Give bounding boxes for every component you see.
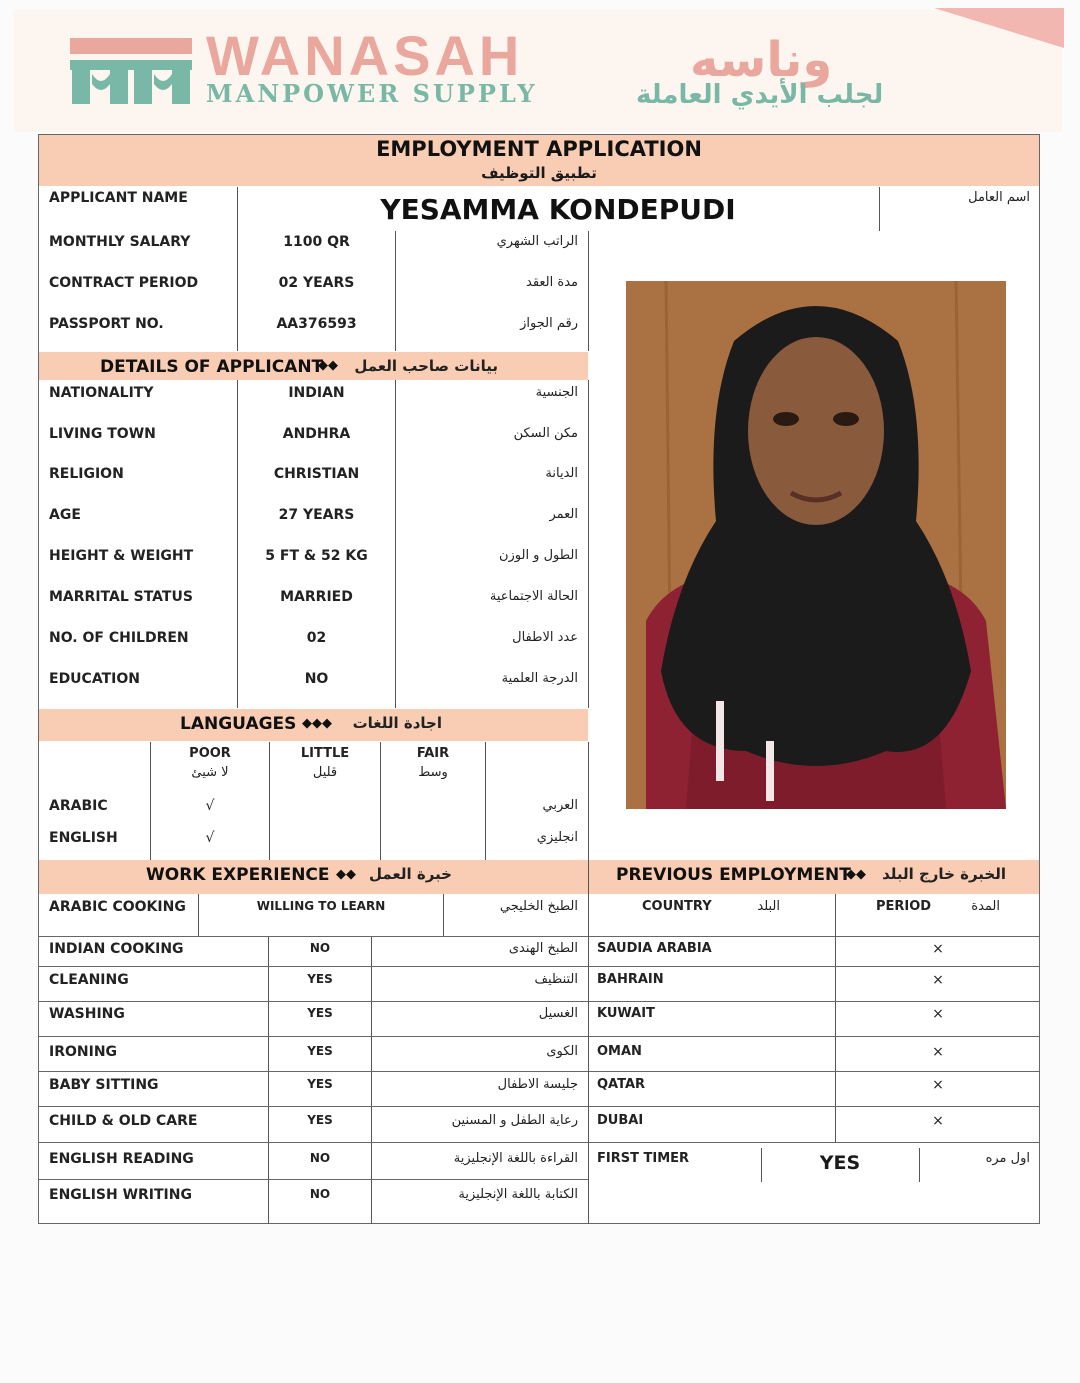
detail-label: LIVING TOWN <box>49 426 156 442</box>
detail-value: ANDHRA <box>282 426 351 442</box>
applicant-name-label-arabic: اسم العامل <box>968 190 1030 205</box>
divider <box>919 1148 920 1182</box>
detail-label: AGE <box>49 507 81 523</box>
detail-value: 5 FT & 52 KG <box>265 548 368 564</box>
language-level-label: FAIR <box>416 746 450 761</box>
divider <box>588 231 589 351</box>
row-label: MONTHLY SALARY <box>49 234 191 250</box>
row-divider <box>39 936 1039 937</box>
work-heading: WORK EXPERIENCE <box>146 865 330 885</box>
divider <box>198 894 199 936</box>
language-label-arabic: انجليزي <box>536 830 578 845</box>
work-label: ENGLISH WRITING <box>49 1187 192 1203</box>
detail-label: EDUCATION <box>49 671 140 687</box>
divider <box>588 742 589 860</box>
detail-value: 02 <box>306 630 327 646</box>
first-timer-label: FIRST TIMER <box>597 1151 690 1166</box>
cross-mark-icon: × <box>932 941 944 957</box>
divider <box>371 936 372 1224</box>
cross-mark-icon: × <box>932 1113 944 1129</box>
work-value: WILLING TO LEARN <box>256 899 386 913</box>
detail-label: RELIGION <box>49 466 124 482</box>
work-label-arabic: القراءة باللغة الإنجليزية <box>453 1151 578 1166</box>
row-divider <box>39 1142 588 1143</box>
diamond-icon: ◆◆◆ <box>302 716 332 731</box>
row-divider <box>589 1036 1039 1037</box>
detail-label-arabic: عدد الاطفال <box>512 630 578 645</box>
work-value: YES <box>307 1077 333 1091</box>
work-heading-arabic: خبرة العمل <box>368 865 452 883</box>
work-value: YES <box>307 1044 333 1058</box>
language-level-label-arabic: لا شيئ <box>191 765 229 780</box>
work-value: YES <box>307 972 333 986</box>
language-label-arabic: العربي <box>542 798 578 813</box>
work-label: BABY SITTING <box>49 1077 159 1093</box>
work-label: ENGLISH READING <box>49 1151 194 1167</box>
form-title-arabic: تطبيق التوظيف <box>481 164 597 182</box>
detail-label: NATIONALITY <box>49 385 154 401</box>
applicant-name-label: APPLICANT NAME <box>49 190 188 206</box>
row-divider <box>39 1106 588 1107</box>
detail-label: NO. OF CHILDREN <box>49 630 189 646</box>
row-value: AA376593 <box>276 316 357 332</box>
divider <box>395 380 396 708</box>
language-label: ENGLISH <box>49 830 118 846</box>
brand-tagline: MANPOWER SUPPLY <box>206 79 538 108</box>
cross-mark-icon: × <box>932 1006 944 1022</box>
language-level-label: POOR <box>189 746 231 761</box>
country-column-label: COUNTRY <box>642 899 712 914</box>
language-level-label-arabic: قليل <box>312 765 338 780</box>
work-label-arabic: رعاية الطفل و المسنين <box>451 1113 578 1128</box>
cross-mark-icon: × <box>932 972 944 988</box>
row-label: PASSPORT NO. <box>49 316 164 332</box>
row-divider <box>39 1036 588 1037</box>
work-label-arabic: التنظيف <box>534 972 578 987</box>
period-column-label: PERIOD <box>876 899 932 914</box>
prev-heading: PREVIOUS EMPLOYMENT <box>616 865 851 885</box>
work-label: WASHING <box>49 1006 125 1022</box>
country-column-label-arabic: البلد <box>757 899 780 914</box>
row-divider <box>39 1179 588 1180</box>
divider <box>835 894 836 936</box>
form-title: EMPLOYMENT APPLICATION <box>376 137 702 161</box>
work-value: NO <box>309 941 331 955</box>
row-divider <box>589 1106 1039 1107</box>
work-value: NO <box>309 1187 331 1201</box>
detail-value: NO <box>304 671 329 687</box>
check-mark-icon: √ <box>205 830 215 846</box>
languages-heading: LANGUAGES <box>180 714 297 734</box>
diamond-icon: ◆◆ <box>318 358 338 373</box>
first-timer-value: YES <box>819 1152 861 1174</box>
brand-name-arabic: وناسه <box>690 32 833 88</box>
work-label-arabic: الطبخ الخليجي <box>499 899 578 914</box>
brand-tagline-arabic: لجلب الأيدي العاملة <box>636 80 884 110</box>
detail-value: INDIAN <box>288 385 345 401</box>
check-mark-icon: √ <box>205 798 215 814</box>
work-label: INDIAN COOKING <box>49 941 184 957</box>
row-divider <box>39 966 588 967</box>
divider <box>237 231 238 351</box>
detail-label: MARRITAL STATUS <box>49 589 193 605</box>
work-label: CHILD & OLD CARE <box>49 1113 198 1129</box>
row-divider <box>39 1001 588 1002</box>
work-label-arabic: الطبخ الهندى <box>508 941 578 956</box>
details-heading: DETAILS OF APPLICANT <box>100 357 324 377</box>
detail-value: 27 YEARS <box>278 507 355 523</box>
row-label-arabic: الراتب الشهري <box>496 234 578 249</box>
row-label: CONTRACT PERIOD <box>49 275 199 291</box>
language-level-label-arabic: وسط <box>418 765 448 780</box>
work-label-arabic: الكوى <box>546 1044 578 1059</box>
language-label: ARABIC <box>49 798 108 814</box>
cross-mark-icon: × <box>932 1044 944 1060</box>
language-level-label: LITTLE <box>300 746 350 761</box>
divider <box>879 187 880 231</box>
wanasah-logo-icon <box>70 38 192 104</box>
detail-label-arabic: الحالة الاجتماعية <box>489 589 578 604</box>
prev-country: DUBAI <box>597 1113 644 1128</box>
prev-country: SAUDIA ARABIA <box>597 941 712 956</box>
row-divider <box>589 1001 1039 1002</box>
detail-label-arabic: الجنسية <box>535 385 578 400</box>
row-label-arabic: مدة العقد <box>526 275 578 290</box>
row-divider <box>39 1071 588 1072</box>
prev-heading-arabic: الخبرة خارج البلد <box>882 865 1006 883</box>
diamond-icon: ◆◆ <box>846 867 866 882</box>
row-value: 1100 QR <box>283 234 350 250</box>
detail-label-arabic: الطول و الوزن <box>498 548 578 563</box>
divider <box>761 1148 762 1182</box>
work-label-arabic: جليسة الاطفال <box>497 1077 578 1092</box>
divider <box>588 380 589 708</box>
detail-label-arabic: العمر <box>549 507 578 522</box>
work-label-arabic: الغسيل <box>538 1006 578 1021</box>
work-label: ARABIC COOKING <box>49 899 186 915</box>
prev-country: QATAR <box>597 1077 646 1092</box>
brand-name: WANASAH <box>206 24 524 87</box>
diamond-icon: ◆◆ <box>336 867 356 882</box>
applicant-name: YESAMMA KONDEPUDI <box>380 193 736 226</box>
row-label-arabic: رقم الجواز <box>520 316 578 331</box>
detail-value: CHRISTIAN <box>273 466 360 482</box>
period-column-label-arabic: المدة <box>971 899 1000 914</box>
work-value: NO <box>309 1151 331 1165</box>
cross-mark-icon: × <box>932 1077 944 1093</box>
divider <box>485 742 486 860</box>
detail-label-arabic: الديانة <box>545 466 578 481</box>
corner-accent <box>934 8 1064 48</box>
row-divider <box>589 1142 1039 1143</box>
detail-value: MARRIED <box>280 589 353 605</box>
work-value: YES <box>307 1113 333 1127</box>
languages-heading-arabic: اجادة اللغات <box>352 714 442 732</box>
detail-label: HEIGHT & WEIGHT <box>49 548 194 564</box>
work-label: IRONING <box>49 1044 118 1060</box>
divider <box>588 860 589 1224</box>
prev-country: BAHRAIN <box>597 972 664 987</box>
details-heading-arabic: بيانات صاحب العمل <box>354 357 498 375</box>
first-timer-arabic: اول مره <box>985 1151 1030 1166</box>
divider <box>395 231 396 351</box>
applicant-photo <box>626 281 1006 809</box>
work-value: YES <box>307 1006 333 1020</box>
prev-country: OMAN <box>597 1044 642 1059</box>
row-divider <box>589 1071 1039 1072</box>
divider <box>443 894 444 936</box>
work-label: CLEANING <box>49 972 129 988</box>
work-label-arabic: الكتابة باللغة الإنجليزية <box>458 1187 578 1202</box>
prev-country: KUWAIT <box>597 1006 655 1021</box>
row-divider <box>589 966 1039 967</box>
row-value: 02 YEARS <box>278 275 355 291</box>
detail-label-arabic: مكن السكن <box>513 426 578 441</box>
detail-label-arabic: الدرجة العلمية <box>501 671 578 686</box>
